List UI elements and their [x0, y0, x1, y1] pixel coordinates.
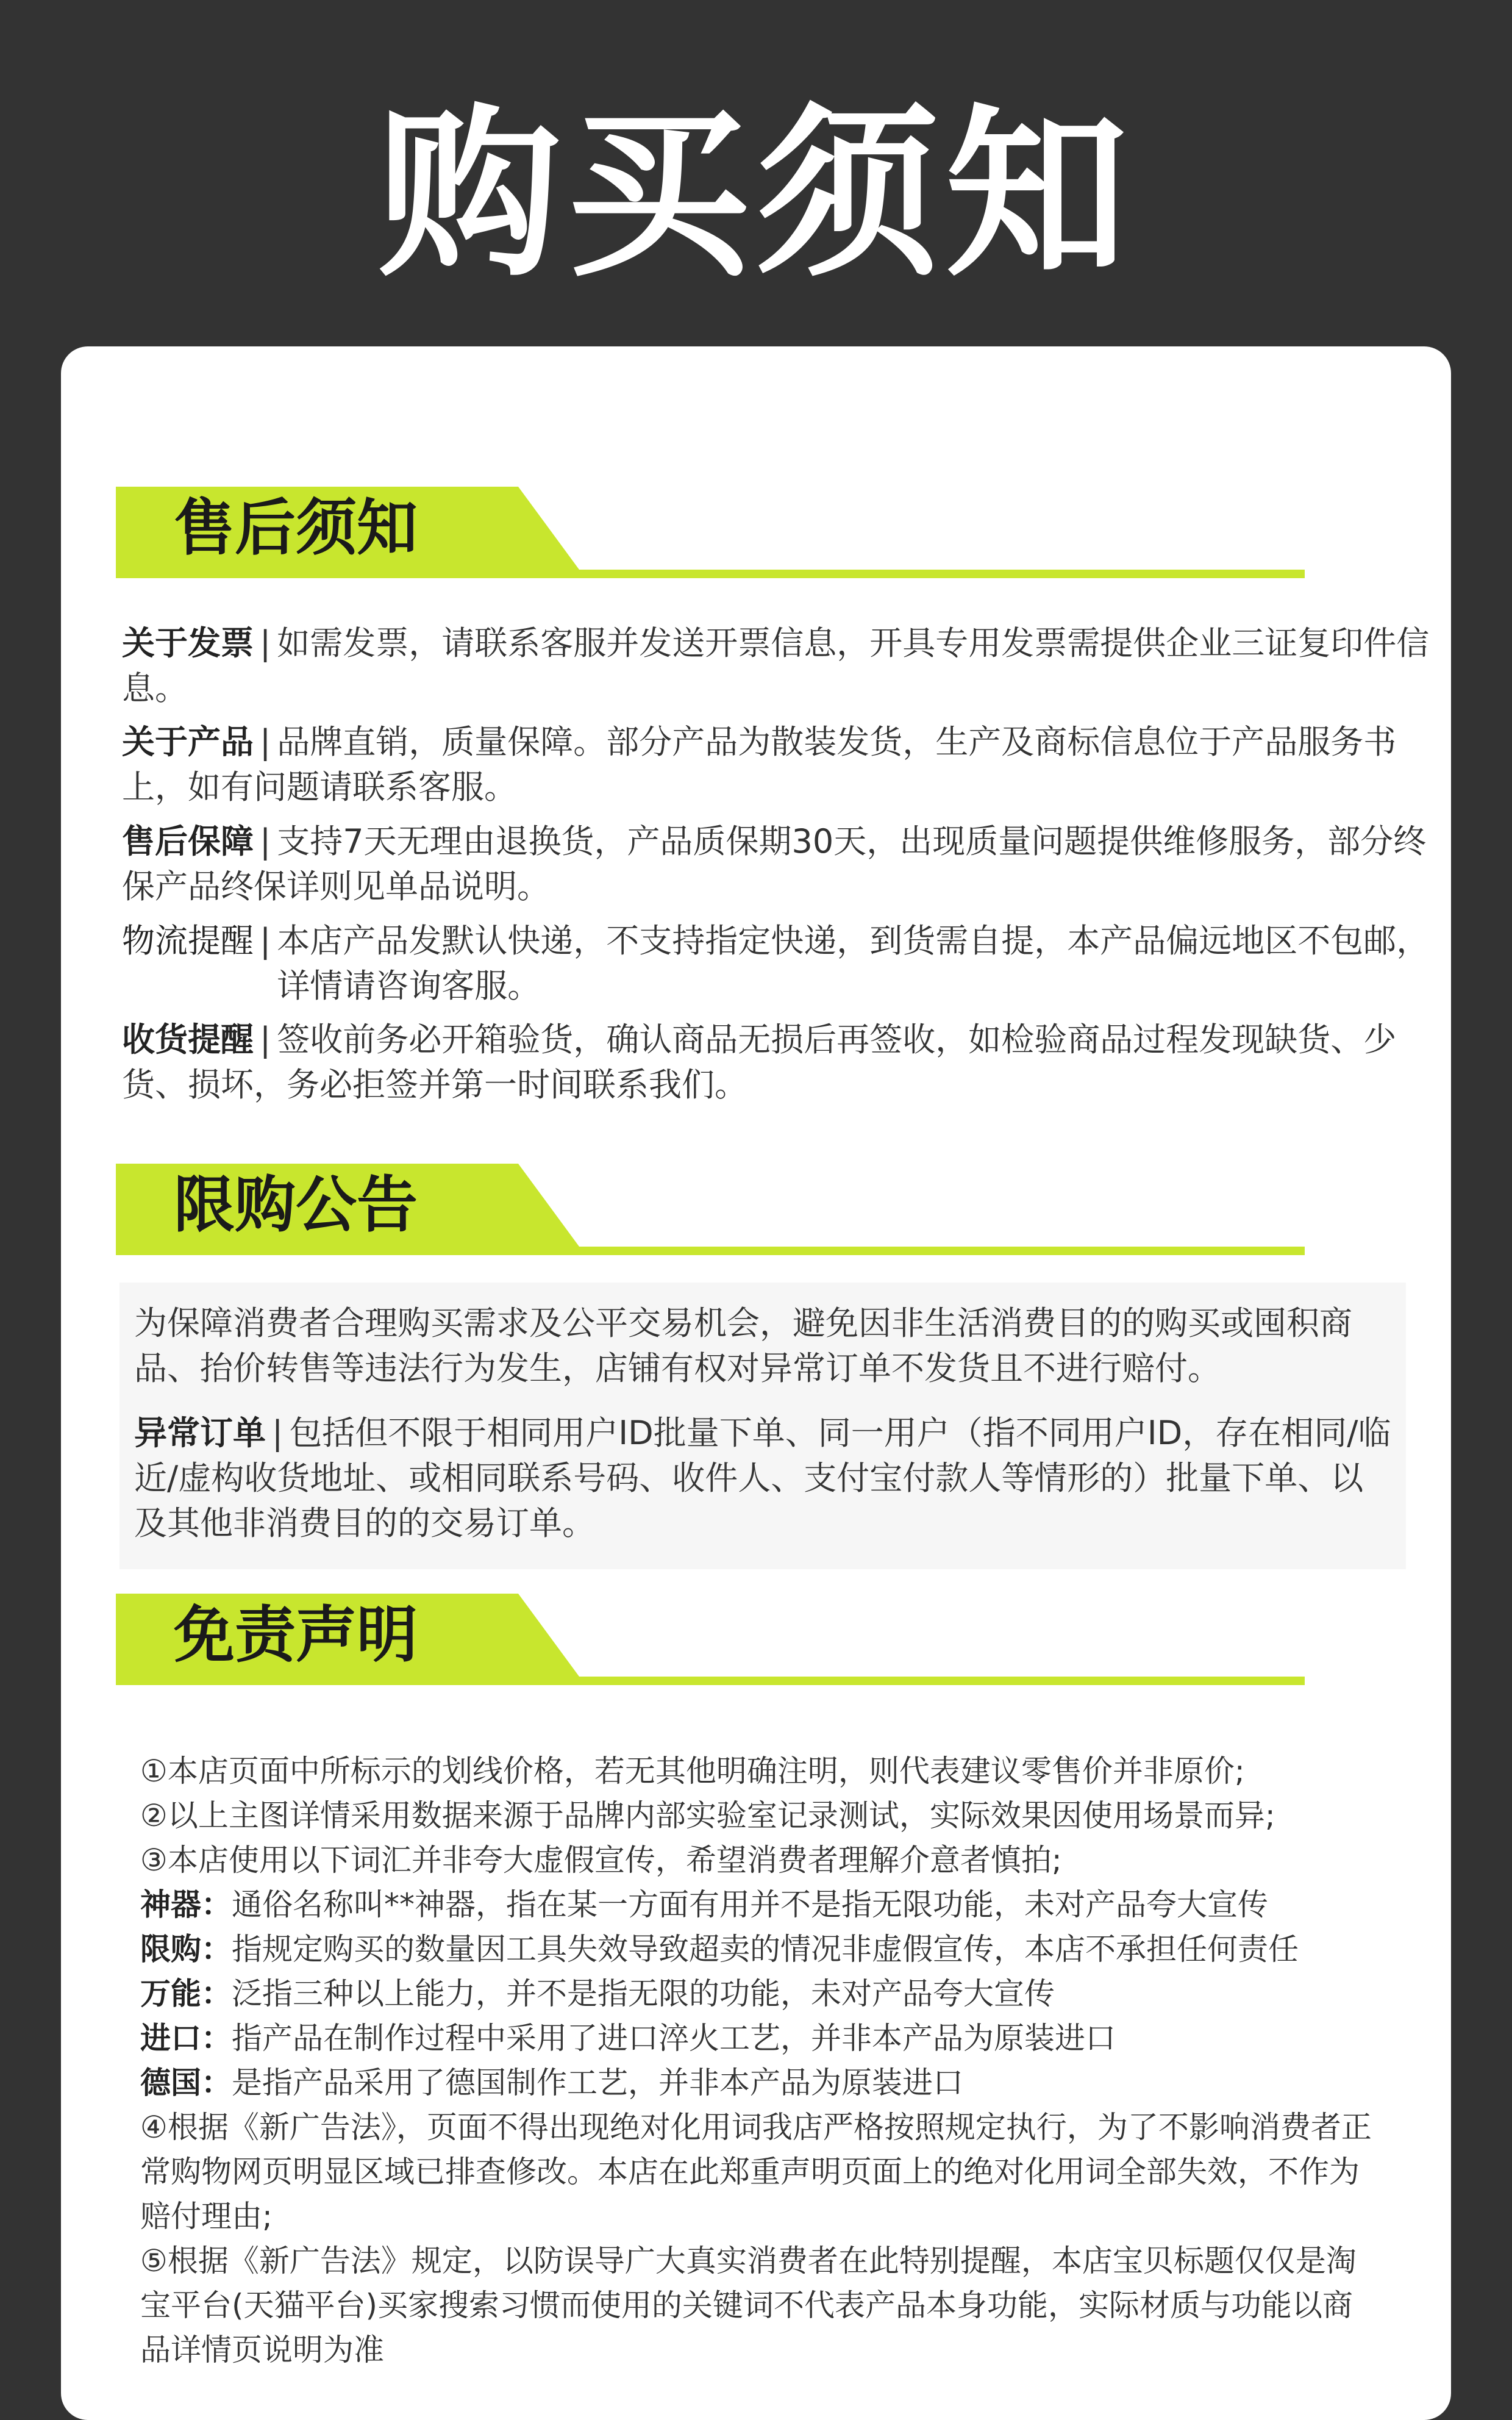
disclaimer-line: ①本店页面中所标示的划线价格，若无其他明确注明，则代表建议零售价并非原价; — [140, 1753, 1245, 1789]
item-key: 关于产品 — [122, 723, 254, 761]
term-key: 德国： — [140, 2065, 232, 2100]
notice-card — [61, 346, 1451, 2420]
disclaimer-paragraph-5: ⑤根据《新广告法》规定，以防误导广大真实消费者在此特别提醒，本店宝贝标题仅仅是淘宝平台(天猫平台)买家搜索习惯而使用的关键词不代表产品本身功能，实际材质与功能以商品详情页说明为准 — [140, 2243, 1357, 2368]
separator: | — [272, 1414, 284, 1452]
term-key: 限购： — [140, 1931, 232, 1967]
disclaimer-term — [140, 2016, 1372, 2061]
item-text: 品牌直销，质量保障。部分产品为散装发货，生产及商标信息位于产品服务书上，如有问题请联系客服。 — [122, 723, 1397, 806]
after-sales-item-warranty — [122, 819, 1439, 909]
item-key: 物流提醒 — [122, 922, 254, 960]
item-text: 如需发票，请联系客服并发送开票信息，开具专用发票需提供企业三证复印件信息。 — [122, 624, 1430, 707]
term-key: 神器： — [140, 1887, 232, 1922]
section-header-underline — [116, 1677, 1305, 1685]
disclaimer-term — [140, 1972, 1372, 2016]
section-title: 免责声明 — [174, 1599, 418, 1670]
separator: | — [260, 624, 271, 662]
item-key: 售后保障 — [122, 822, 254, 861]
disclaimer-term — [140, 2061, 1372, 2105]
purchase-limit-intro: 为保障消费者合理购买需求及公平交易机会，避免因非生活消费目的的购买或囤积商品、抬价转售等违法行为发生，店铺有权对异常订单不发货且不进行赔付。 — [134, 1304, 1352, 1387]
section-header-disclaimer — [116, 1594, 1305, 1685]
term-text: 指规定购买的数量因工具失效导致超卖的情况非虚假宣传，本店不承担任何责任 — [232, 1931, 1299, 1967]
section-header-underline — [116, 1247, 1305, 1255]
disclaimer-line: ③本店使用以下词汇并非夸大虚假宣传，希望消费者理解介意者慎拍; — [140, 1842, 1062, 1878]
item-text: 包括但不限于相同用户ID批量下单、同一用户（指不同用户ID，存在相同/临近/虚构收货地址、或相同联系号码、收件人、支付宝付款人等情形的）批量下单、以及其他非消费目的的交易订单。 — [134, 1414, 1391, 1542]
term-text: 指产品在制作过程中采用了进口淬火工艺，并非本产品为原装进口 — [232, 2021, 1116, 2056]
item-key: 异常订单 — [134, 1414, 266, 1452]
after-sales-item-invoice — [122, 621, 1439, 711]
separator: | — [260, 1020, 271, 1059]
section-title: 限购公告 — [174, 1169, 418, 1240]
item-text: 支持7天无理由退换货，产品质保期30天，出现质量问题提供维修服务，部分终保产品终保详则见单品说明。 — [122, 822, 1427, 906]
separator: | — [260, 922, 271, 960]
term-text: 通俗名称叫**神器，指在某一方面有用并不是指无限功能，未对产品夸大宣传 — [232, 1887, 1268, 1922]
item-key: 关于发票 — [122, 624, 254, 662]
item-key: 收货提醒 — [122, 1020, 254, 1059]
page-title: 购买须知 — [378, 88, 1134, 301]
disclaimer-term — [140, 1927, 1372, 1972]
separator: | — [260, 723, 271, 761]
section-header-underline — [116, 570, 1305, 578]
disclaimer-line: ②以上主图详情采用数据来源于品牌内部实验室记录测试，实际效果因使用场景而异; — [140, 1798, 1275, 1833]
term-text: 是指产品采用了德国制作工艺，并非本产品为原装进口 — [232, 2065, 963, 2100]
item-text: 签收前务必开箱验货，确认商品无损后再签收，如检验商品过程发现缺货、少货、损坏，务必拒签并第一时间联系我们。 — [122, 1020, 1397, 1104]
separator: | — [260, 822, 271, 861]
disclaimer-content — [140, 1749, 1372, 2372]
disclaimer-paragraph-4: ④根据《新广告法》，页面不得出现绝对化用词我店严格按照规定执行，为了不影响消费者正常购物网页明显区域已排查修改。本店在此郑重声明页面上的绝对化用词全部失效，不作为赔付理由; — [140, 2110, 1372, 2234]
after-sales-item-product — [122, 720, 1439, 810]
item-text: 本店产品发默认快递，不支持指定快递，到货需自提，本产品偏远地区不包邮，详情请咨询客服。 — [277, 922, 1430, 1005]
after-sales-item-receipt — [122, 1017, 1439, 1108]
section-header-purchase-limit — [116, 1164, 1305, 1255]
disclaimer-term — [140, 1883, 1372, 1927]
section-header-after-sales — [116, 487, 1305, 578]
section-title: 售后须知 — [174, 492, 418, 564]
term-text: 泛指三种以上能力，并不是指无限的功能，未对产品夸大宣传 — [232, 1976, 1055, 2011]
after-sales-item-logistics — [122, 918, 1439, 1009]
term-key: 进口： — [140, 2021, 232, 2056]
term-key: 万能： — [140, 1976, 232, 2011]
purchase-limit-abnormal — [134, 1411, 1396, 1546]
